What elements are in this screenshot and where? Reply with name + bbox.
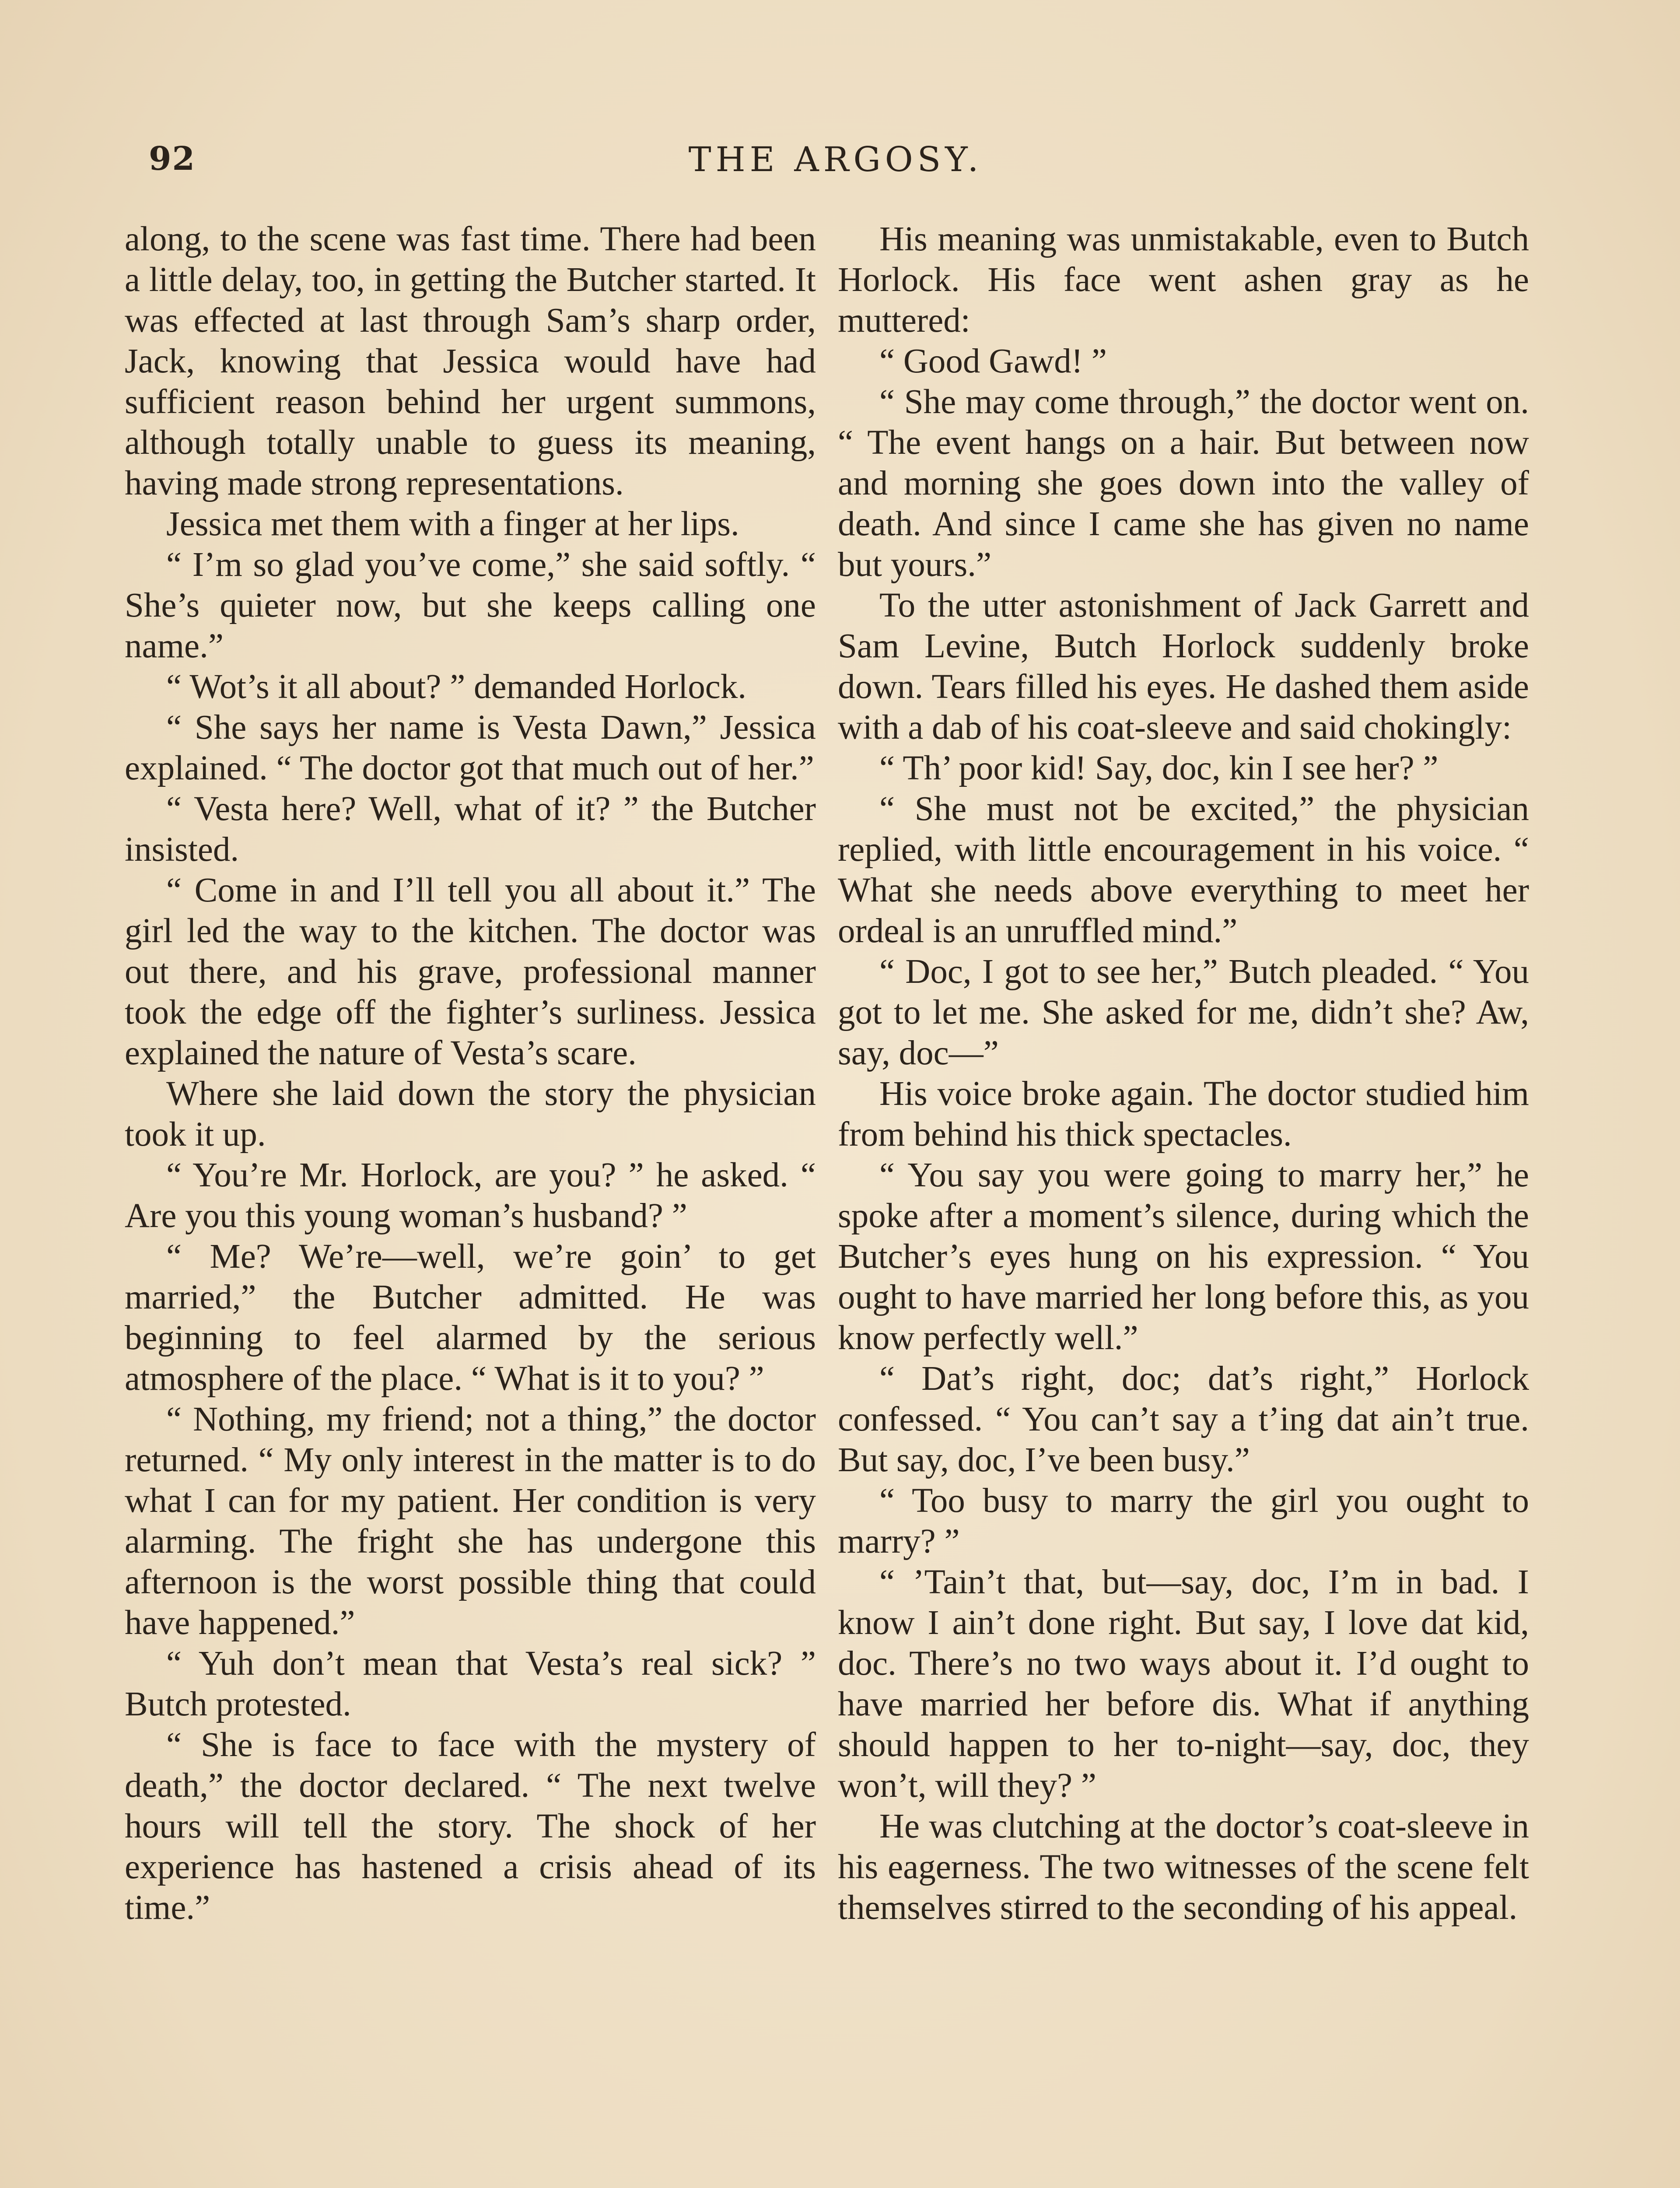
paragraph: To the utter astonishment of Jack Garrett and Sam Levine, Butch Horlock suddenly broke down. Tears filled his eyes. He dashed them aside with a dab of his coat-sleeve and said chokingly:: [838, 586, 1529, 747]
left-column: [125, 219, 816, 1928]
paragraph: “ Doc, I got to see her,” Butch pleaded. “ You got to let me. She asked for me, didn’t she? Aw, say, doc—”: [838, 953, 1529, 1072]
paragraph: Jessica met them with a finger at her lips.: [166, 505, 739, 543]
paragraph: “ She says her name is Vesta Dawn,” Jessica explained. “ The doctor got that much out of her.”: [125, 708, 816, 787]
paragraph: “ You say you were going to marry her,” he spoke after a moment’s silence, during which the Butcher’s eyes hung on his expression. “ You ought to have married her long before this, as you know perfectly well.”: [838, 1156, 1529, 1357]
running-title: THE ARGOSY.: [688, 140, 983, 179]
paragraph: “ Dat’s right, doc; dat’s right,” Horlock confessed. “ You can’t say a t’ing dat ain’t true. But say, doc, I’ve been busy.”: [838, 1360, 1529, 1479]
paragraph: “ She must not be excited,” the physician replied, with little encouragement in his voice. “ What she needs above everything to meet her ordeal is an unruffled mind.”: [838, 790, 1529, 950]
paragraph: “ Yuh don’t mean that Vesta’s real sick? ” Butch protested.: [125, 1645, 816, 1723]
paragraph: His voice broke again. The doctor studied him from behind his thick spectacles.: [838, 1075, 1529, 1154]
right-column: [838, 219, 1529, 1928]
paragraph: Where she laid down the story the physician took it up.: [125, 1075, 816, 1154]
paragraph: “ Th’ poor kid! Say, doc, kin I see her? ”: [879, 749, 1438, 787]
paragraph: “ Vesta here? Well, what of it? ” the Butcher insisted.: [125, 790, 816, 869]
paragraph: “ Nothing, my friend; not a thing,” the doctor returned. “ My only interest in the matter is to do what I can for my patient. Her condition is very alarming. The fright she has undergone this afternoon is the worst possible thing that could have happened.”: [125, 1400, 816, 1642]
paragraph: He was clutching at the doctor’s coat-sleeve in his eagerness. The two witnesses of the scene felt themselves stirred to the seconding of his appeal.: [838, 1807, 1529, 1927]
paragraph: “ Good Gawd! ”: [879, 342, 1107, 380]
paragraph: “ She may come through,” the doctor went on. “ The event hangs on a hair. But between now and morning she goes down into the valley of death. And since I came she has given no name but yours.”: [838, 383, 1529, 584]
paragraph: along, to the scene was fast time. There had been a little delay, too, in getting the Butcher started. It was effected at last through Sam’s sharp order, Jack, knowing that Jessica would have had sufficient reason behind her urgent summons, although totally unable to guess its meaning, having made strong representations.: [125, 220, 816, 502]
paragraph: “ You’re Mr. Horlock, are you? ” he asked. “ Are you this young woman’s husband? ”: [125, 1156, 816, 1235]
paragraph: “ She is face to face with the mystery of death,” the doctor declared. “ The next twelve hours will tell the story. The shock of her experience has hastened a crisis ahead of its time.”: [125, 1726, 816, 1927]
paragraph: “ Me? We’re—well, we’re goin’ to get married,” the Butcher admitted. He was beginning to feel alarmed by the serious atmosphere of the place. “ What is it to you? ”: [125, 1238, 816, 1398]
page-header: [127, 131, 1544, 193]
paragraph: “ ’Tain’t that, but—say, doc, I’m in bad. I know I ain’t done right. But say, I love dat kid, doc. There’s no two ways about it. I’d ought to have married her before dis. What if anything should happen to her to-night—say, doc, they won’t, will they? ”: [838, 1563, 1529, 1805]
paragraph: His meaning was unmistakable, even to Butch Horlock. His face went ashen gray as he muttered:: [838, 220, 1529, 340]
paragraph: “ Come in and I’ll tell you all about it.” The girl led the way to the kitchen. The doctor was out there, and his grave, professional manner took the edge off the fighter’s surliness. Jessica explained the nature of Vesta’s scare.: [125, 871, 816, 1072]
paragraph: “ Too busy to marry the girl you ought to marry? ”: [838, 1482, 1529, 1560]
paragraph: “ I’m so glad you’ve come,” she said softly. “ She’s quieter now, but she keeps calling one name.”: [125, 546, 816, 665]
page-number: 92: [149, 140, 196, 178]
paragraph: “ Wot’s it all about? ” demanded Horlock.: [166, 668, 747, 706]
